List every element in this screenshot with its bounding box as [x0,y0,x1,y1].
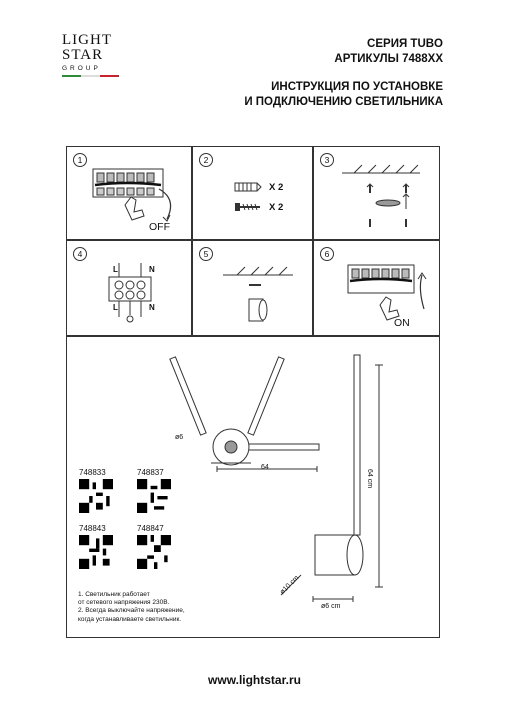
step-number-1: 1 [73,153,87,167]
step-panel-6 [313,240,440,336]
articles-title: АРТИКУЛЫ 7488XX [334,53,443,65]
note-line: когда устанавливаете светильник. [78,615,182,623]
screw-icon [235,203,260,211]
step-panel-4 [66,240,192,336]
dowel-and-screw-icons [193,147,314,241]
qr-code-label: 748833 [79,468,106,477]
terminal-block-illustration [67,147,193,241]
neutral-label-top: N [149,265,155,274]
on-label: ON [394,317,410,329]
step-panel-3 [313,146,440,240]
note-line: 2. Всегда выключайте напряжение, [78,607,185,615]
note-line: 1. Светильник работает [78,591,150,598]
instruction-title-line-1: ИНСТРУКЦИЯ ПО УСТАНОВКЕ [271,81,443,93]
wiring-diagram [67,241,193,337]
brand-logo [62,33,132,113]
qr-code-label: 748837 [137,468,164,477]
step-panel-5 [192,240,313,336]
step-number-6: 6 [320,247,334,261]
step-number-5: 5 [199,247,213,261]
italian-flag-stripe [62,75,119,77]
qr-code-748833[interactable] [79,479,113,513]
mount-diameter-label: ø6 cm [321,603,341,610]
qr-code-748843[interactable] [79,535,113,569]
hole-diameter-label: ø6 [175,434,184,441]
website-link[interactable]: www.lightstar.ru [208,673,301,687]
logo-line-1: LIGHT [62,32,112,48]
qr-code-748837[interactable] [137,479,171,513]
qr-code-748847[interactable] [137,535,171,569]
note-line: от сетевого напряжения 230В. [78,599,170,607]
neutral-label-bottom: N [149,303,155,312]
rotation-view [170,357,319,472]
ceiling-mount-illustration [314,147,441,241]
base-diameter-label: ø10 cm [279,574,301,596]
off-label: OFF [149,221,170,233]
fixture-mount-illustration [193,241,314,337]
document-header [244,37,443,110]
terminal-block-on-illustration [314,241,441,337]
height-label: 64 cm [366,469,373,489]
step-number-2: 2 [199,153,213,167]
series-title: СЕРИЯ TUBO [367,38,443,50]
logo-line-2: STAR [62,47,104,63]
live-label-bottom: L [113,303,118,312]
arm-length-label: 64 [261,464,269,471]
safety-notes [78,591,185,624]
qr-code-label: 748843 [79,524,106,533]
plug-quantity: X 2 [269,182,284,193]
instruction-title-line-2: И ПОДКЛЮЧЕНИЮ СВЕТИЛЬНИКА [244,96,443,108]
logo-line-3: GROUP [62,65,101,72]
step-panel-2 [192,146,313,240]
step-number-4: 4 [73,247,87,261]
screw-quantity: X 2 [269,202,284,213]
wall-plug-icon [235,183,261,191]
step-panel-1 [66,146,192,240]
live-label-top: L [113,265,118,274]
step-number-3: 3 [320,153,334,167]
qr-code-label: 748847 [137,524,164,533]
